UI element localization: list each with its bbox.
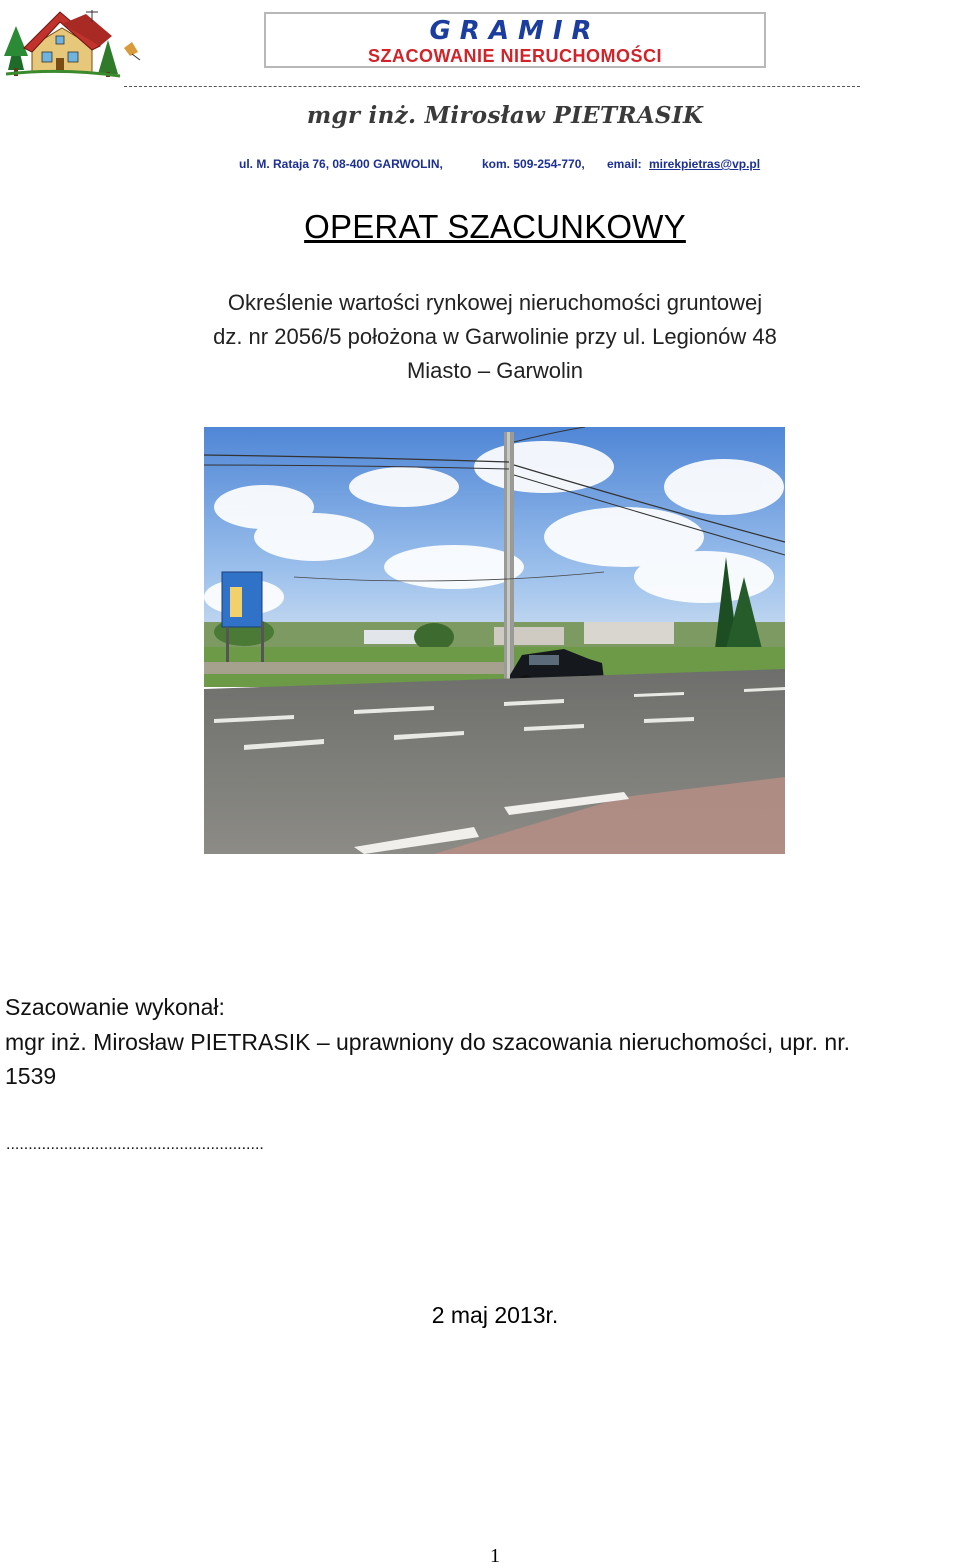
appraiser-name-banner: mgr inż. Mirosław PIETRASIK [306, 102, 704, 129]
document-title: OPERAT SZACUNKOWY [304, 208, 686, 245]
document-date: 2 maj 2013r. [431, 1302, 559, 1328]
logo-text: GRAMIR [429, 16, 601, 46]
contact-phone: kom. 509-254-770, [482, 157, 585, 171]
license-number: 1539 [5, 1063, 57, 1089]
subtitle-line-3: Miasto – Garwolin [406, 358, 584, 383]
appraiser-credentials: mgr inż. Mirosław PIETRASIK – uprawniony do szacowania nieruchomości, upr. nr. [5, 1029, 850, 1055]
company-logo-box [264, 12, 766, 68]
property-street-photo [204, 427, 785, 854]
contact-address: ul. M. Rataja 76, 08-400 GARWOLIN, [239, 157, 443, 171]
signature-line: .......................................................... [6, 1136, 264, 1153]
subtitle-line-1: Określenie wartości rynkowej nieruchomości gruntowej [227, 290, 763, 315]
page-number: 1 [490, 1545, 500, 1567]
contact-email-link[interactable]: mirekpietras@vp.pl [649, 157, 761, 171]
logo-subtitle: SZACOWANIE NIERUCHOMOŚCI [367, 46, 662, 66]
house-logo-icon [2, 6, 142, 78]
subtitle-line-2: dz. nr 2056/5 położona w Garwolinie przy ul. Legionów 48 [213, 324, 777, 349]
contact-email-label: email: [607, 157, 642, 171]
header-divider [124, 86, 860, 87]
performed-by-label: Szacowanie wykonał: [5, 994, 225, 1020]
